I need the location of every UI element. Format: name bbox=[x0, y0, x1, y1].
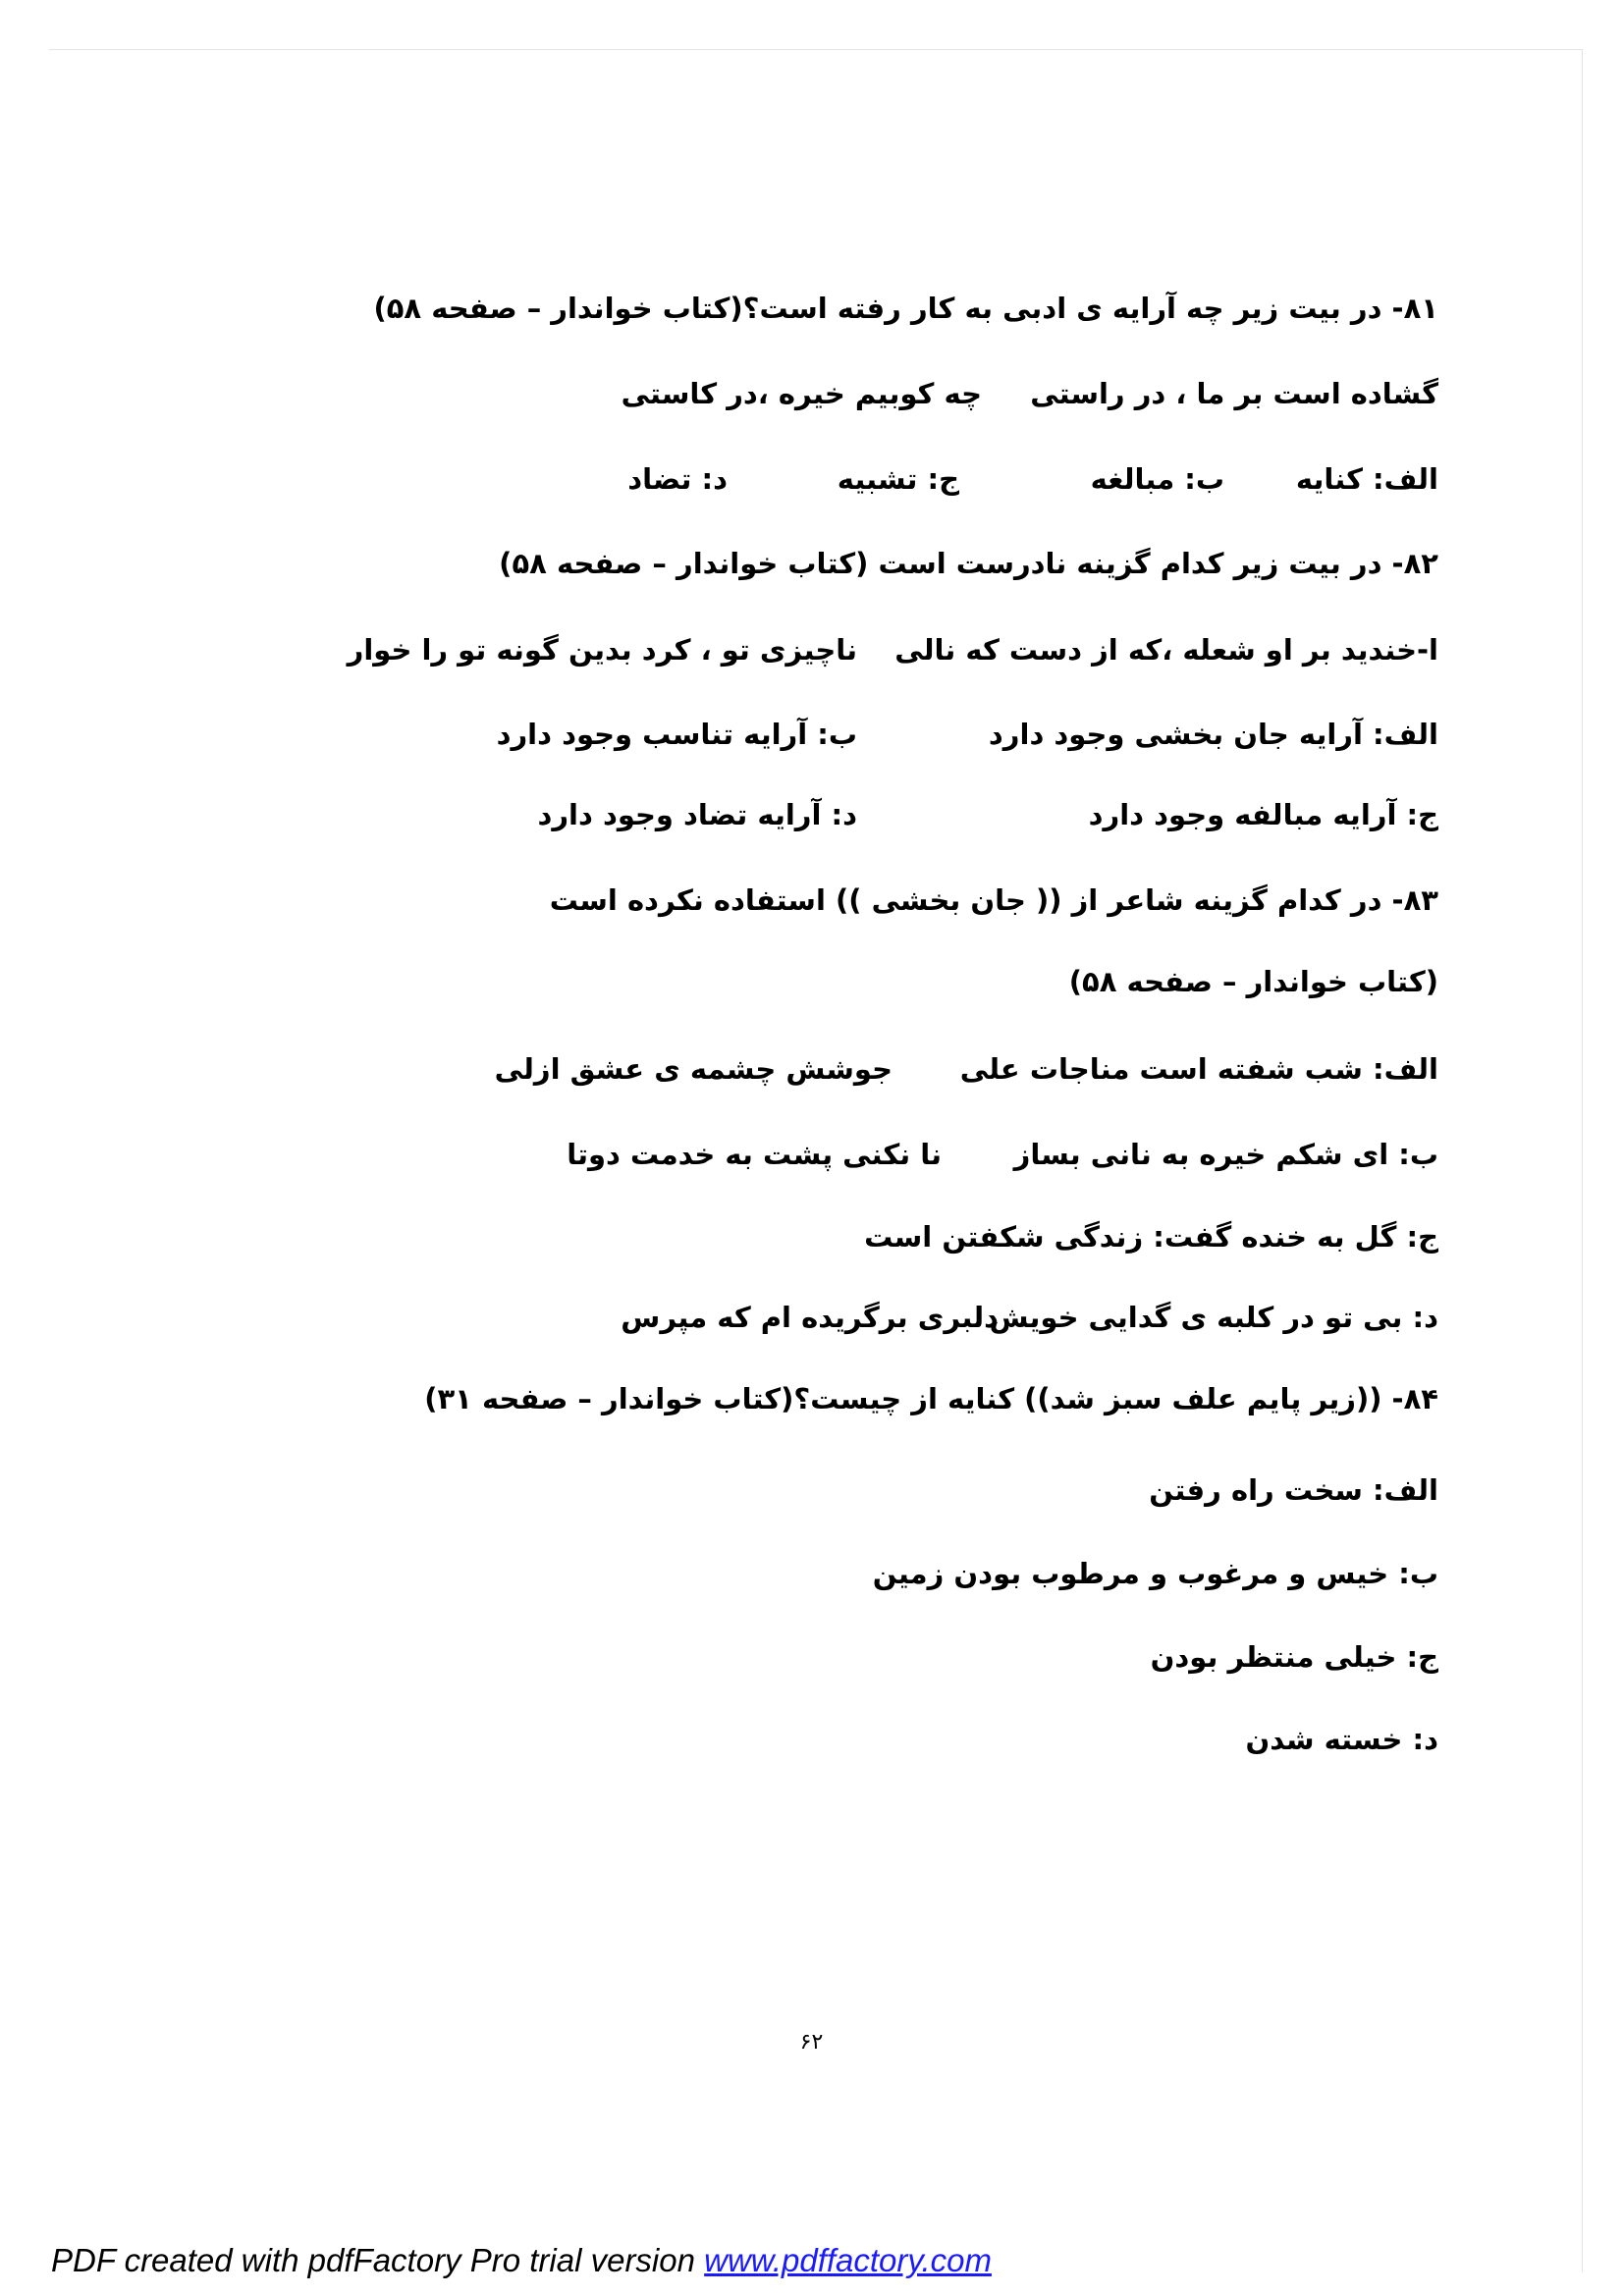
q82-option-c: ج: آرایه مبالفه وجود دارد bbox=[1088, 798, 1438, 831]
q83-option-a-hemistich-1: الف: شب شفته است مناجات علی bbox=[959, 1052, 1438, 1086]
q82-option-d: د: آرایه تضاد وجود دارد bbox=[537, 798, 857, 831]
page-number: ۶۲ bbox=[799, 2030, 824, 2055]
q83-option-c: ج: گل به خنده گفت: زندگی شکفتن است bbox=[864, 1220, 1438, 1254]
q83-option-b-hemistich-1: ب: ای شکم خیره به نانی بساز bbox=[1013, 1138, 1438, 1171]
q83-source: (کتاب خواندار – صفحه ۵۸) bbox=[1068, 965, 1438, 998]
q84-option-d: د: خسته شدن bbox=[1245, 1723, 1438, 1756]
q83-option-b-hemistich-2: نا نکنی پشت به خدمت دوتا bbox=[567, 1138, 942, 1171]
q84-title: ۸۴- ((زیر پایم علف سبز شد)) کنایه از چیست؟(کتاب خواندار – صفحه ۳۱) bbox=[424, 1382, 1438, 1415]
q82-option-a: الف: آرایه جان بخشی وجود دارد bbox=[988, 718, 1438, 751]
q82-title: ۸۲- در بیت زیر کدام گزینه نادرست است (کتاب خواندار – صفحه ۵۸) bbox=[499, 547, 1438, 580]
q84-option-b: ب: خیس و مرغوب و مرطوب بودن زمین bbox=[872, 1557, 1438, 1590]
q81-option-b: ب: مبالغه bbox=[1090, 462, 1224, 496]
q83-option-d-hemistich-1: د: بی تو در کلبه ی گدایی خویش bbox=[989, 1301, 1438, 1334]
footer-link[interactable]: www.pdffactory.com bbox=[704, 2242, 992, 2278]
q81-verse-hemistich-2: چه کوبیم خیره ،در کاستی bbox=[621, 377, 982, 410]
q81-option-d: د: تضاد bbox=[627, 462, 728, 496]
pdf-footer bbox=[51, 2242, 992, 2279]
q82-verse-hemistich-2: ناچیزی تو ، کرد بدین گونه تو را خوار bbox=[347, 633, 857, 667]
q81-title: ۸۱- در بیت زیر چه آرایه ی ادبی به کار رفته است؟(کتاب خواندار – صفحه ۵۸) bbox=[373, 292, 1438, 325]
footer-text: PDF created with pdfFactory Pro trial version bbox=[51, 2242, 705, 2278]
q81-option-a: الف: کنایه bbox=[1295, 462, 1438, 496]
q81-verse-hemistich-1: گشاده است بر ما ، در راستی bbox=[1030, 377, 1438, 410]
q82-option-b: ب: آرایه تناسب وجود دارد bbox=[496, 718, 857, 751]
q81-option-c: ج: تشبیه bbox=[837, 462, 959, 496]
q84-option-c: ج: خیلی منتظر بودن bbox=[1150, 1640, 1438, 1674]
q83-title: ۸۳- در کدام گزینه شاعر از (( جان بخشی )) استفاده نکرده است bbox=[549, 883, 1438, 917]
q84-option-a: الف: سخت راه رفتن bbox=[1149, 1473, 1438, 1507]
q83-option-d-hemistich-2: دلبری برگریده ام که مپرس bbox=[621, 1301, 999, 1334]
q82-verse-hemistich-1: ا-خندید بر او شعله ،که از دست که نالی bbox=[894, 633, 1438, 667]
q83-option-a-hemistich-2: جوشش چشمه ی عشق ازلی bbox=[494, 1052, 893, 1086]
